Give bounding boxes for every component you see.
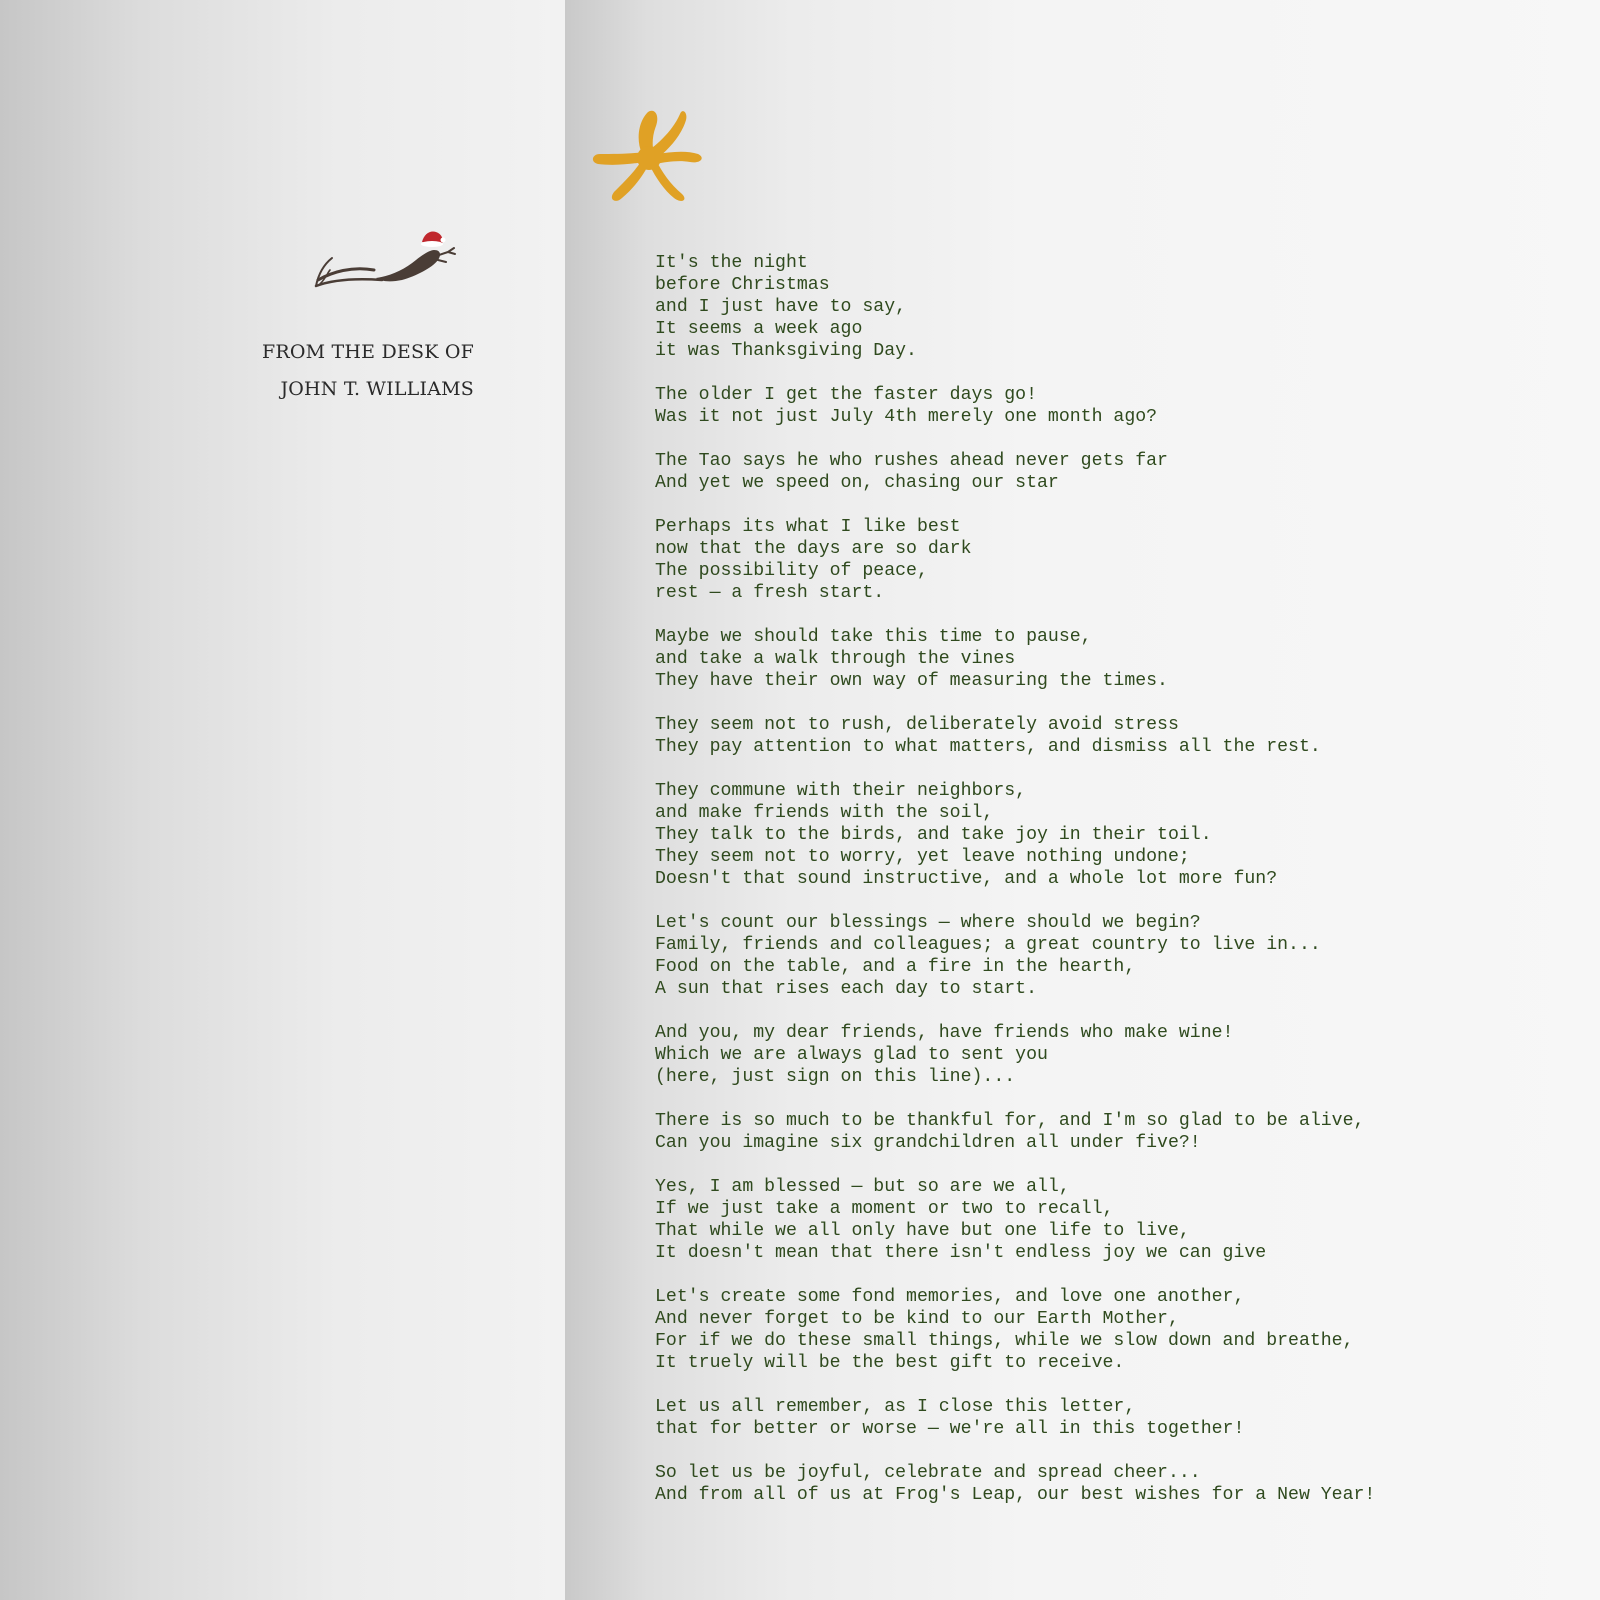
poem-line: It truely will be the best gift to receive. — [655, 1353, 1125, 1373]
poem-line: rest — a fresh start. — [655, 583, 885, 603]
poem-stanza — [655, 912, 1560, 1000]
poem-line: They talk to the birds, and take joy in their toil. — [655, 825, 1212, 845]
poem-stanza — [655, 252, 1560, 362]
poem-line: There is so much to be thankful for, and I'm so glad to be alive, — [655, 1111, 1365, 1131]
poem-line: that for better or worse — we're all in this together! — [655, 1419, 1245, 1439]
poem-stanza — [655, 516, 1560, 604]
poem-line: Was it not just July 4th merely one month ago? — [655, 407, 1158, 427]
frog-with-santa-hat-icon — [312, 226, 462, 302]
poem-line: It seems a week ago — [655, 319, 863, 339]
poem-line: The older I get the faster days go! — [655, 385, 1037, 405]
poem-line: They commune with their neighbors, — [655, 781, 1027, 801]
poem-line: Doesn't that sound instructive, and a whole lot more fun? — [655, 869, 1278, 889]
poem-line: It doesn't mean that there isn't endless joy we can give — [655, 1243, 1267, 1263]
poem-stanza — [655, 714, 1560, 758]
poem-line: Food on the table, and a fire in the hearth, — [655, 957, 1136, 977]
poem-line: For if we do these small things, while we slow down and breathe, — [655, 1331, 1354, 1351]
gold-star-icon — [590, 104, 708, 208]
poem-stanza — [655, 1176, 1560, 1264]
poem-line: Let us all remember, as I close this letter, — [655, 1397, 1136, 1417]
poem-line: Perhaps its what I like best — [655, 517, 961, 537]
poem-line: And never forget to be kind to our Earth Mother, — [655, 1309, 1179, 1329]
poem-line: before Christmas — [655, 275, 830, 295]
poem-line: The Tao says he who rushes ahead never gets far — [655, 451, 1168, 471]
poem-line: Can you imagine six grandchildren all under five?! — [655, 1133, 1201, 1153]
poem-line: That while we all only have but one life to live, — [655, 1221, 1190, 1241]
poem-stanza — [655, 626, 1560, 692]
poem-line: And you, my dear friends, have friends who make wine! — [655, 1023, 1234, 1043]
poem-line: Yes, I am blessed — but so are we all, — [655, 1177, 1070, 1197]
poem-line: If we just take a moment or two to recall, — [655, 1199, 1114, 1219]
poem-stanza — [655, 1022, 1560, 1088]
poem-stanza — [655, 1462, 1560, 1506]
poem-body — [655, 252, 1560, 1528]
poem-line: They seem not to worry, yet leave nothing undone; — [655, 847, 1190, 867]
poem-line: Let's count our blessings — where should we begin? — [655, 913, 1201, 933]
poem-line: The possibility of peace, — [655, 561, 928, 581]
poem-line: Maybe we should take this time to pause, — [655, 627, 1092, 647]
poem-line: And yet we speed on, chasing our star — [655, 473, 1059, 493]
poem-line: It's the night — [655, 253, 808, 273]
poem-line: and make friends with the soil, — [655, 803, 994, 823]
poem-line: now that the days are so dark — [655, 539, 972, 559]
left-panel — [0, 0, 565, 1600]
poem-stanza — [655, 1396, 1560, 1440]
poem-line: So let us be joyful, celebrate and spread cheer... — [655, 1463, 1201, 1483]
poem-line: and I just have to say, — [655, 297, 907, 317]
desk-header-line1: FROM THE DESK OF — [261, 341, 474, 363]
poem-line: and take a walk through the vines — [655, 649, 1016, 669]
poem-line: They pay attention to what matters, and dismiss all the rest. — [655, 737, 1321, 757]
poem-stanza — [655, 450, 1560, 494]
poem-stanza — [655, 384, 1560, 428]
poem-stanza — [655, 1286, 1560, 1374]
poem-line: Let's create some fond memories, and love one another, — [655, 1287, 1245, 1307]
poem-line: it was Thanksgiving Day. — [655, 341, 917, 361]
poem-line: Family, friends and colleagues; a great country to live in... — [655, 935, 1321, 955]
desk-header-name: JOHN T. WILLIAMS — [280, 378, 474, 400]
poem-line: (here, just sign on this line)... — [655, 1067, 1016, 1087]
poem-line: They seem not to rush, deliberately avoid stress — [655, 715, 1179, 735]
poem-stanza — [655, 780, 1560, 890]
desk-header — [240, 334, 474, 408]
poem-line: They have their own way of measuring the times. — [655, 671, 1168, 691]
poem-stanza — [655, 1110, 1560, 1154]
poem-line: A sun that rises each day to start. — [655, 979, 1037, 999]
poem-line: Which we are always glad to sent you — [655, 1045, 1048, 1065]
poem-line: And from all of us at Frog's Leap, our best wishes for a New Year! — [655, 1485, 1376, 1505]
